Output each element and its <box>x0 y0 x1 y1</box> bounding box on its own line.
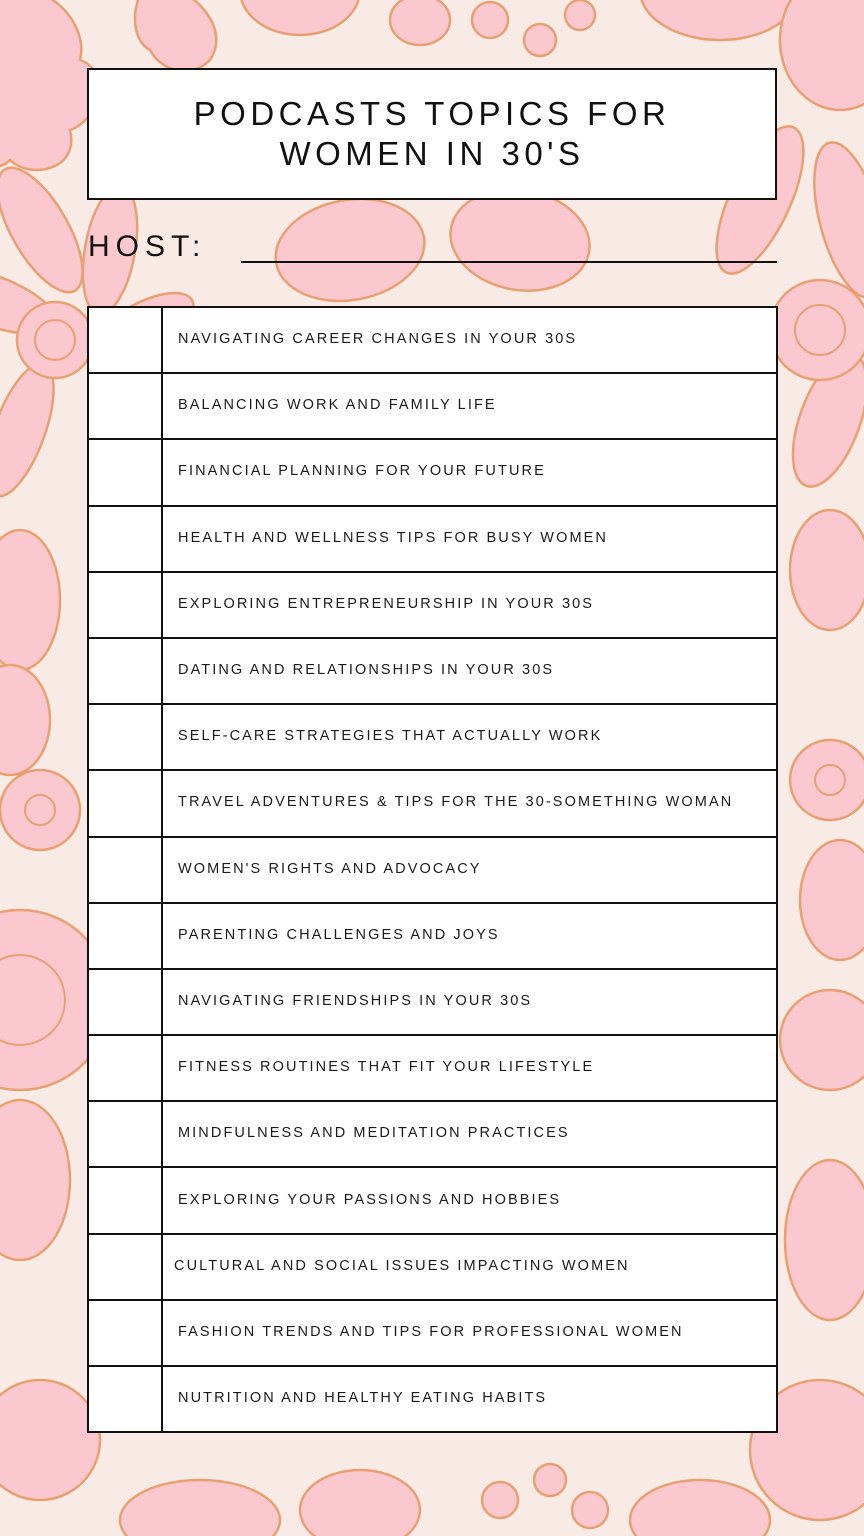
checkbox[interactable] <box>89 308 163 372</box>
topic-label: EXPLORING YOUR PASSIONS AND HOBBIES <box>178 1191 562 1208</box>
topic-label: FASHION TRENDS AND TIPS FOR PROFESSIONAL WOMEN <box>178 1323 684 1340</box>
topic-label: FITNESS ROUTINES THAT FIT YOUR LIFESTYLE <box>178 1059 595 1076</box>
checkbox[interactable] <box>89 507 163 571</box>
page-title-line-1: PODCASTS TOPICS FOR <box>193 95 671 132</box>
checkbox[interactable] <box>89 904 163 968</box>
checkbox[interactable] <box>89 1235 163 1299</box>
table-row <box>89 440 776 506</box>
checkbox[interactable] <box>89 1301 163 1365</box>
checkbox[interactable] <box>89 1168 163 1232</box>
topic-label: NAVIGATING CAREER CHANGES IN YOUR 30S <box>178 331 578 348</box>
table-row <box>89 308 776 374</box>
topic-label: PARENTING CHALLENGES AND JOYS <box>178 926 500 943</box>
topic-label: SELF-CARE STRATEGIES THAT ACTUALLY WORK <box>178 728 603 745</box>
topic-label: TRAVEL ADVENTURES & TIPS FOR THE 30-SOMETHING WOMAN <box>178 794 734 811</box>
checkbox[interactable] <box>89 1102 163 1166</box>
table-row <box>89 970 776 1036</box>
table-row <box>89 1102 776 1168</box>
page-title-line-2: WOMEN IN 30'S <box>279 135 585 172</box>
topic-label: CULTURAL AND SOCIAL ISSUES IMPACTING WOMEN <box>174 1257 630 1274</box>
topic-label: NAVIGATING FRIENDSHIPS IN YOUR 30S <box>178 992 533 1009</box>
table-row <box>89 639 776 705</box>
table-row <box>89 1036 776 1102</box>
table-row <box>89 771 776 837</box>
table-row <box>89 1168 776 1234</box>
host-input-line[interactable] <box>241 261 777 263</box>
checkbox[interactable] <box>89 1367 163 1431</box>
topic-label: MINDFULNESS AND MEDITATION PRACTICES <box>178 1125 570 1142</box>
topic-label: DATING AND RELATIONSHIPS IN YOUR 30S <box>178 662 555 679</box>
topic-label: NUTRITION AND HEALTHY EATING HABITS <box>178 1390 548 1407</box>
topics-table <box>87 306 778 1433</box>
checkbox[interactable] <box>89 970 163 1034</box>
topic-label: HEALTH AND WELLNESS TIPS FOR BUSY WOMEN <box>178 529 608 546</box>
checkbox[interactable] <box>89 705 163 769</box>
checkbox[interactable] <box>89 573 163 637</box>
table-row <box>89 705 776 771</box>
table-row <box>89 1301 776 1367</box>
checkbox[interactable] <box>89 440 163 504</box>
checkbox[interactable] <box>89 838 163 902</box>
table-row <box>89 374 776 440</box>
checkbox[interactable] <box>89 639 163 703</box>
table-row <box>89 1367 776 1431</box>
host-label: HOST: <box>88 230 207 263</box>
topic-label: WOMEN'S RIGHTS AND ADVOCACY <box>178 860 482 877</box>
table-row <box>89 507 776 573</box>
topic-label: FINANCIAL PLANNING FOR YOUR FUTURE <box>178 463 546 480</box>
title-box <box>87 68 777 200</box>
topic-label: EXPLORING ENTREPRENEURSHIP IN YOUR 30S <box>178 595 595 612</box>
topic-label: BALANCING WORK AND FAMILY LIFE <box>178 397 497 414</box>
table-row <box>89 904 776 970</box>
table-row <box>89 573 776 639</box>
table-row <box>89 1235 776 1301</box>
checkbox[interactable] <box>89 1036 163 1100</box>
checkbox[interactable] <box>89 771 163 835</box>
checkbox[interactable] <box>89 374 163 438</box>
table-row <box>89 838 776 904</box>
